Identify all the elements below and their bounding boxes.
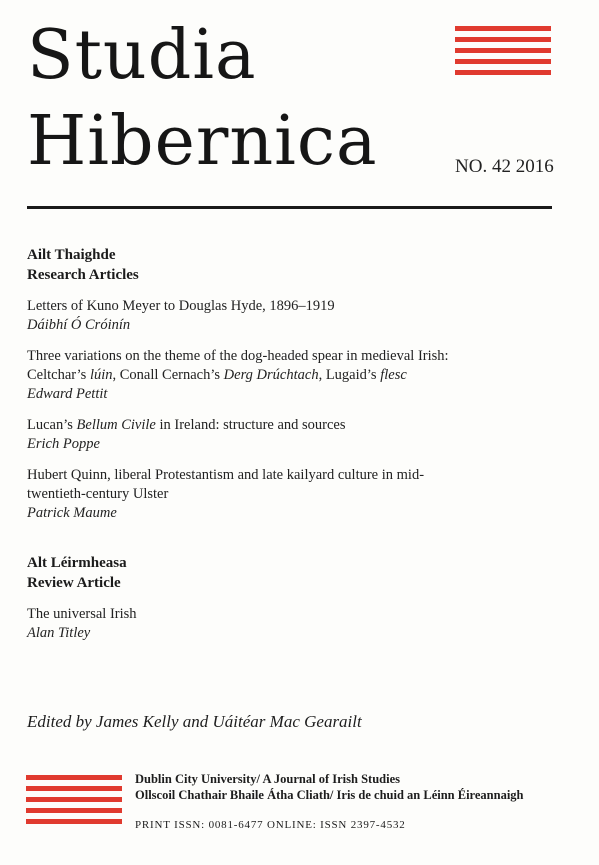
title-italic: flesc bbox=[380, 367, 407, 383]
section-heading-english: Review Article bbox=[27, 575, 121, 591]
article-author: Patrick Maume bbox=[27, 505, 117, 521]
title-text: Three variations on the theme of the dog-headed spear in medieval Irish: Celtchar’s bbox=[27, 348, 449, 383]
red-stripes-logo-footer bbox=[26, 775, 122, 830]
title-italic: lúin bbox=[89, 367, 113, 383]
title-italic: Derg Drúchtach bbox=[223, 367, 319, 383]
journal-title-line2: Hibernica bbox=[27, 102, 378, 181]
article-entry bbox=[27, 347, 467, 404]
article-entry bbox=[27, 605, 467, 643]
article-title: Hubert Quinn, liberal Protestantism and late kailyard culture in mid-twentieth-century Ulster bbox=[27, 467, 425, 502]
research-articles-section bbox=[27, 245, 467, 523]
title-text: Lucan’s bbox=[27, 417, 77, 433]
article-title: Letters of Kuno Meyer to Douglas Hyde, 1896–1919 bbox=[27, 298, 335, 314]
publisher-line-irish: Ollscoil Chathair Bhaile Átha Cliath/ Iris de chuid an Léinn Éireannaigh bbox=[135, 788, 524, 802]
title-italic: Bellum Civile bbox=[76, 417, 156, 433]
article-author: Erich Poppe bbox=[27, 436, 100, 452]
title-text: in Ireland: structure and sources bbox=[155, 417, 346, 433]
publisher-line-english: Dublin City University/ A Journal of Irish Studies bbox=[135, 772, 400, 786]
article-entry bbox=[27, 297, 467, 335]
article-author: Edward Pettit bbox=[27, 386, 108, 402]
title-text: , Conall Cernach’s bbox=[112, 367, 224, 383]
section-heading-english: Research Articles bbox=[27, 267, 139, 283]
editors-credit: Edited by James Kelly and Uáitéar Mac Gearailt bbox=[27, 712, 362, 731]
section-heading-irish: Ailt Thaighde bbox=[27, 247, 116, 263]
article-author: Alan Titley bbox=[27, 625, 91, 641]
article-title bbox=[27, 347, 467, 385]
article-entry bbox=[27, 466, 467, 523]
review-article-section bbox=[27, 553, 467, 643]
article-title bbox=[27, 416, 467, 435]
red-stripes-logo bbox=[455, 26, 551, 81]
title-text: , Lugaid’s bbox=[318, 367, 381, 383]
section-heading-irish: Alt Léirmheasa bbox=[27, 555, 127, 571]
issue-number: NO. 42 2016 bbox=[455, 156, 554, 177]
article-author: Dáibhí Ó Cróinín bbox=[27, 317, 131, 333]
article-title: The universal Irish bbox=[27, 606, 137, 622]
journal-title-line1: Studia bbox=[27, 16, 257, 95]
issn-line: PRINT ISSN: 0081-6477 ONLINE: ISSN 2397-4532 bbox=[135, 819, 406, 831]
title-divider bbox=[27, 206, 552, 209]
article-entry bbox=[27, 416, 467, 454]
